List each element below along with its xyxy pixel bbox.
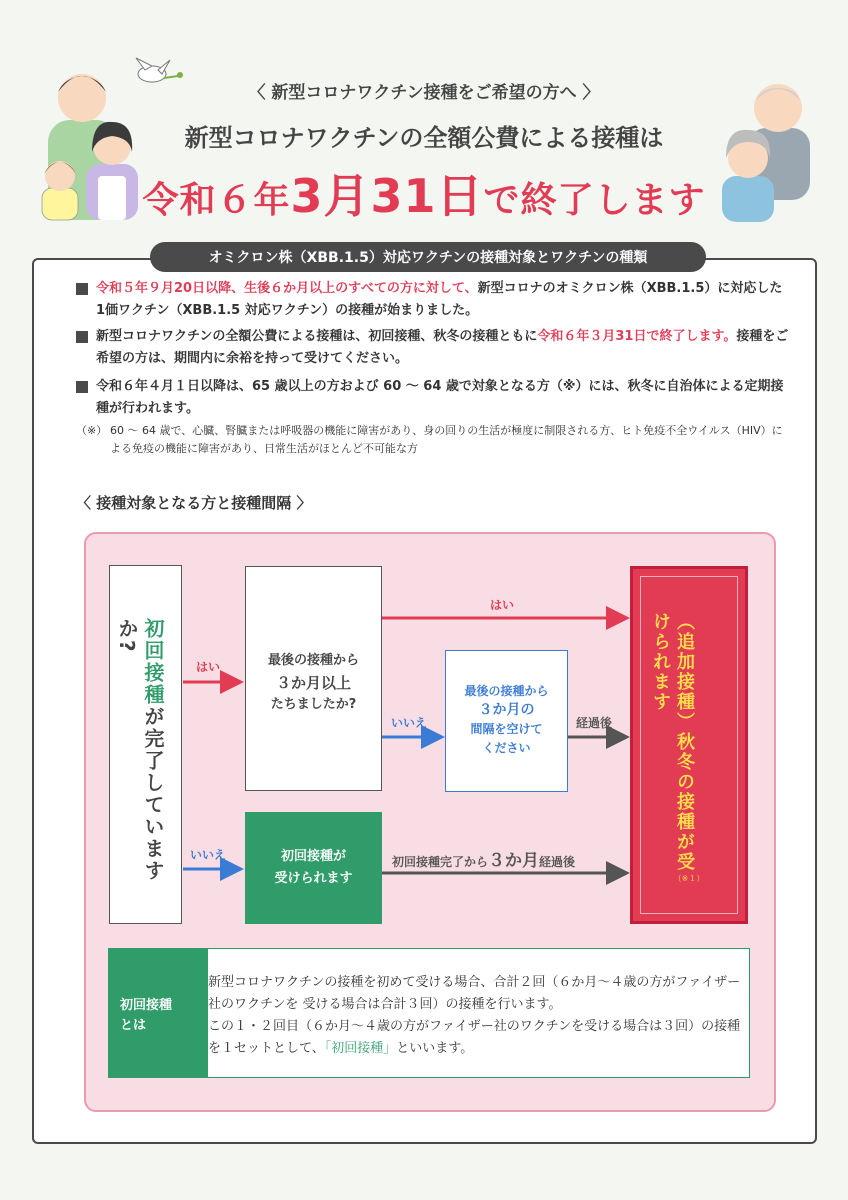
definition-label-line-1: 初回接種 [120,998,173,1013]
label-no-q1: いいえ [190,848,227,862]
definition-label-line-2: とは [120,1018,147,1033]
wait-line-1: 最後の接種から [464,684,549,698]
footnote-text: 60 〜 64 歳で、心臓、腎臓または呼吸器の機能に障害があり、身の回りの生活が極度に制限される方、ヒト免疫不全ウイルス（HIV）による免疫の機能に障害があり、日常生活がほとんど不可能な方 [110,424,783,455]
q2-line-3: たちましたか? [270,697,357,712]
headline-end: で終了します [483,180,706,221]
result-line-1: （追加接種） [674,612,695,732]
q1-particle: が [141,706,165,728]
definition-paragraph-1: 新型コロナワクチンの接種を初めて受ける場合、合計２回（６か月〜４歳の方がファイザー社のワクチンを 受ける場合は合計３回）の接種を行います。 [208,975,741,1012]
wait-line-3: 間隔を空けて [470,722,543,736]
definition-paragraph-2 [208,1016,743,1060]
q2-line-1: 最後の接種から [267,653,359,668]
result-line-2: 秋冬の接種 [674,732,695,832]
result-footnote-mark: （※１） [673,874,705,883]
definition-text [208,972,743,1060]
bullet-1-highlight: 令和５年９月20日以降、生後６か月以上のすべての方に対して、 [96,281,478,296]
headline-date: 3月31日 [290,169,484,223]
label-elapsed: 経過後 [576,716,613,730]
q1-green-term: 初回接種 [141,618,165,706]
wait-line-2: ３か月の [478,702,535,718]
bullet-2-text-post: 接種をご希望の方は、期間内に余裕を持って受けてください。 [96,329,789,366]
definition-label [108,948,208,1078]
definition-2-post: といいます。 [396,1041,474,1056]
bullet-2-text-pre: 新型コロナワクチンの全額公費による接種は、初回接種、秋冬の接種ともに [96,329,538,344]
bullet-3-text: 令和６年４月１日以降は、65 歳以上の方および 60 〜 64 歳で対象となる方（※）には、秋冬に自治体による定期接種が行われます。 [96,379,784,416]
green-line-1: 初回接種が [280,849,346,864]
label-after-initial-pre: 初回接種完了から [392,855,489,869]
bullet-1-text: 新型コロナのオミクロン株（XBB.1.5）に対応した1価ワクチン（XBB.1.5 対応ワクチン）の接種が始まりました。 [96,281,783,318]
definition-2-term: 「初回接種」 [324,1041,397,1056]
headline-primary: 新型コロナワクチンの全額公費による接種は [184,124,664,152]
label-yes-q1: はい [196,660,221,674]
flow-heading: 〈 接種対象となる方と接種間隔 〉 [76,494,312,512]
result-line-3: が受けられます [650,612,695,872]
q2-line-2: ３か月以上 [275,674,351,692]
footnote-mark: （※） [76,424,108,437]
bullet-2-highlight: 令和６年３月31日で終了します。 [537,329,737,344]
label-after-initial [392,846,575,871]
section-title-bar: オミクロン株（XBB.1.5）対応ワクチンの接種対象とワクチンの種類 [150,242,706,272]
wait-line-4: ください [482,741,531,755]
label-after-initial-big: ３か月 [488,851,540,871]
label-no-q2: いいえ [391,716,428,730]
q1-rest: 完了していますか? [115,618,165,882]
label-yes-q2: はい [490,598,515,612]
headline-era: 令和６年 [142,180,291,221]
header-subtitle: 〈 新型コロナワクチン接種をご希望の方へ 〉 [248,83,600,103]
definition-2-pre: この１・２回目（６か月〜４歳の方がファイザー社のワクチンを受ける場合は３回）の接種を１セットとして、 [208,1019,741,1056]
green-line-2: 受けられます [274,871,353,886]
label-after-initial-post: 経過後 [539,855,576,869]
